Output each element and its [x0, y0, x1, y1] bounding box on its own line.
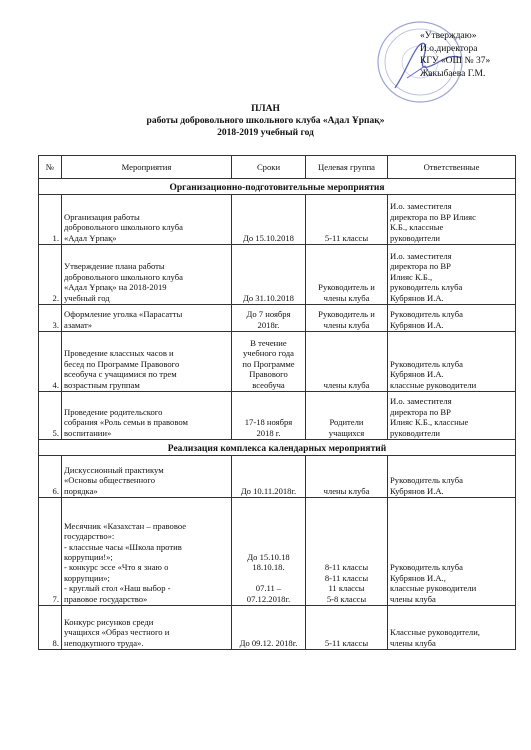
table-header-row: [39, 156, 516, 179]
row-responsible-cell: [388, 498, 516, 606]
header-number: №: [39, 156, 62, 179]
row-responsible-line: И.о. заместителя: [390, 250, 452, 261]
row-event-line: государство»:: [64, 531, 115, 542]
row-dates-line: До 15.10.2018: [243, 232, 294, 243]
section-title: Реализация комплекса календарных мероприятий: [39, 440, 516, 456]
table-row: [39, 606, 516, 650]
row-event-line: правовое государство»: [64, 593, 148, 604]
row-group-line: 5-8 классы: [326, 593, 367, 604]
row-event-cell: [62, 392, 232, 440]
row-group-line: члены клуба: [323, 379, 370, 390]
row-group-line: Родители: [329, 417, 364, 428]
row-event-line: Дискуссионный практикум: [64, 464, 164, 475]
row-event-line: Оформление уголка «Парасатты: [64, 309, 183, 320]
row-responsible-line: директора по ВР: [390, 261, 451, 272]
row-dates-line: В течение: [250, 337, 287, 348]
title-line-1: ПЛАН: [251, 104, 280, 114]
row-dates-line: [234, 573, 303, 583]
row-event-cell: [62, 606, 232, 650]
rows-part-2: [39, 456, 516, 650]
row-event-cell: [62, 456, 232, 498]
row-number: 6.: [39, 456, 62, 498]
row-responsible-cell: [388, 332, 516, 392]
row-dates-cell: [232, 606, 306, 650]
row-responsible-line: Руководитель клуба: [390, 475, 463, 486]
row-dates-line: 2018 г.: [256, 427, 281, 438]
row-group-cell: [306, 606, 388, 650]
row-event-line: воспитании»: [64, 427, 112, 438]
row-responsible-line: Кубрянов И.А.,: [390, 572, 446, 583]
row-event-line: учебный год: [64, 292, 110, 303]
row-group-line: Руководитель и: [318, 282, 375, 293]
row-number: 5.: [39, 392, 62, 440]
table-row: [39, 195, 516, 245]
row-dates-cell: [232, 305, 306, 332]
row-event-cell: [62, 305, 232, 332]
row-event-cell: [62, 332, 232, 392]
row-group-line: учащихся: [328, 427, 365, 438]
row-event-line: «Основы общественного: [64, 475, 156, 486]
row-event-line: Проведение родительского: [64, 406, 163, 417]
row-group-cell: [306, 392, 388, 440]
row-group-line: 5-11 классы: [324, 232, 369, 243]
row-dates-cell: [232, 245, 306, 305]
header-events: Мероприятия: [62, 156, 232, 179]
approval-block: [420, 30, 520, 80]
row-event-cell: [62, 195, 232, 245]
row-dates-line: 17-18 ноября: [244, 417, 293, 428]
row-responsible-cell: [388, 392, 516, 440]
row-responsible-cell: [388, 195, 516, 245]
row-group-cell: [306, 332, 388, 392]
row-dates-cell: [232, 456, 306, 498]
row-dates-cell: [232, 195, 306, 245]
row-responsible-line: Руководитель клуба: [390, 309, 463, 320]
approval-line: КГУ «ОШ № 37»: [420, 56, 491, 66]
plan-table: [38, 155, 516, 650]
row-event-line: Организация работы: [64, 211, 140, 222]
row-dates-cell: [232, 498, 306, 606]
header-target-group: Целевая группа: [306, 156, 388, 179]
row-dates-line: До 15.10.18: [247, 551, 290, 562]
row-event-line: порядка»: [64, 485, 98, 496]
row-event-line: коррупции!»;: [64, 551, 113, 562]
row-group-cell: [306, 456, 388, 498]
row-event-line: Месячник «Казахстан – правовое: [64, 520, 187, 531]
row-number: 1.: [39, 195, 62, 245]
row-group-cell: [306, 498, 388, 606]
row-event-line: собрания «Роль семьи в правовом: [64, 417, 188, 428]
row-group-line: 5-11 классы: [324, 637, 369, 648]
row-group-line: члены клуба: [323, 485, 370, 496]
row-responsible-line: директора по ВР: [390, 406, 451, 417]
row-responsible-cell: [388, 305, 516, 332]
header-dates: Сроки: [232, 156, 306, 179]
row-dates-line: всеобуча: [252, 379, 285, 390]
header-responsible: Ответственные: [388, 156, 516, 179]
row-number: 8.: [39, 606, 62, 650]
row-group-cell: [306, 195, 388, 245]
row-event-line: - классные часы «Школа против: [64, 541, 182, 552]
row-responsible-line: Кубрянов И.А.: [390, 292, 444, 303]
table-row: [39, 245, 516, 305]
row-responsible-line: Кубрянов И.А.: [390, 369, 444, 380]
row-dates-line: 2018г.: [257, 319, 280, 330]
row-dates-line: 18.10.18.: [252, 562, 285, 573]
row-number: 4.: [39, 332, 62, 392]
row-responsible-line: Руководитель клуба: [390, 562, 463, 573]
row-event-line: Конкурс рисунков среди: [64, 616, 154, 627]
row-responsible-line: Илияс К.Б., классные: [390, 417, 469, 428]
row-event-line: Утверждение плана работы: [64, 261, 165, 272]
row-event-line: - круглый стол «Наш выбор -: [64, 583, 171, 594]
row-dates-line: До 10.11.2018г.: [240, 485, 297, 496]
section-row: [39, 440, 516, 456]
row-dates-line: До 09.12. 2018г.: [239, 637, 298, 648]
title-line-3: 2018-2019 учебный год: [217, 128, 314, 138]
row-dates-line: До 31.10.2018: [243, 292, 294, 303]
row-event-line: добровольного школьного клуба: [64, 222, 183, 233]
approval-line: И.о.директора: [420, 43, 478, 54]
row-responsible-line: К.Б., классные: [390, 222, 444, 233]
row-responsible-cell: [388, 606, 516, 650]
row-event-cell: [62, 245, 232, 305]
row-dates-line: учебного года: [242, 348, 294, 359]
table-row: [39, 332, 516, 392]
row-event-line: бесед по Программе Правового: [64, 358, 180, 369]
row-responsible-line: Классные руководители,: [390, 627, 480, 638]
row-group-line: члены клуба: [323, 319, 370, 330]
row-group-line: Руководитель и: [318, 309, 375, 320]
row-group-cell: [306, 305, 388, 332]
section-row: [39, 179, 516, 195]
row-responsible-cell: [388, 456, 516, 498]
row-responsible-line: руководители: [390, 427, 440, 438]
row-dates-line: 07.11 –: [255, 583, 282, 594]
row-responsible-line: Руководитель клуба: [390, 358, 463, 369]
table-row: [39, 392, 516, 440]
row-group-line: 11 классы: [328, 583, 365, 594]
row-event-line: неподкупного труда».: [64, 637, 144, 648]
row-number: 3.: [39, 305, 62, 332]
row-dates-cell: [232, 392, 306, 440]
row-event-line: «Адал Ұрпақ»: [64, 232, 117, 243]
row-responsible-line: классные руководители: [390, 379, 477, 390]
approval-line: «Утверждаю»: [420, 31, 477, 41]
row-responsible-line: классные руководители: [390, 583, 477, 594]
row-event-line: «Адал Ұрпақ» на 2018-2019: [64, 282, 167, 293]
row-responsible-line: Кубрянов И.А.: [390, 485, 444, 496]
row-responsible-line: И.о. заместителя: [390, 396, 452, 407]
row-dates-line: Правового: [249, 369, 288, 380]
row-responsible-line: Кубрянов И.А.: [390, 319, 444, 330]
row-event-line: добровольного школьного клуба: [64, 271, 183, 282]
row-event-cell: [62, 498, 232, 606]
document-title: [0, 103, 531, 139]
row-dates-line: До 7 ноября: [246, 309, 291, 320]
table-row: [39, 498, 516, 606]
approval-line: Жакыбаева Г.М.: [420, 68, 486, 79]
row-event-line: - конкурс эссе «Что я знаю о: [64, 562, 169, 573]
row-group-line: члены клуба: [323, 292, 370, 303]
row-event-line: всеобуча с учащимися по трем: [64, 369, 177, 380]
row-dates-cell: [232, 332, 306, 392]
row-responsible-line: члены клуба: [390, 593, 436, 604]
row-event-line: азамат»: [64, 319, 93, 330]
row-number: 7.: [39, 498, 62, 606]
row-event-line: коррупции»;: [64, 572, 110, 583]
table-row: [39, 456, 516, 498]
row-responsible-line: директора по ВР Илияс: [390, 211, 476, 222]
row-responsible-line: Илияс К.Б.,: [390, 271, 433, 282]
row-responsible-line: руководитель клуба: [390, 282, 463, 293]
row-dates-line: 07.12.2018г.: [246, 593, 291, 604]
row-responsible-line: члены клуба: [390, 637, 436, 648]
row-dates-line: по Программе: [242, 358, 295, 369]
row-responsible-line: И.о. заместителя: [390, 201, 452, 212]
row-event-line: возрастным группам: [64, 379, 140, 390]
title-line-2: работы добровольного школьного клуба «Адал Ұрпақ»: [146, 116, 385, 126]
table-row: [39, 305, 516, 332]
row-group-line: 8-11 классы: [324, 572, 369, 583]
row-event-line: Проведение классных часов и: [64, 348, 174, 359]
row-event-line: учащихся «Образ честного и: [64, 627, 170, 638]
row-group-line: 8-11 классы: [324, 562, 369, 573]
rows-part-1: [39, 195, 516, 440]
row-responsible-cell: [388, 245, 516, 305]
row-group-cell: [306, 245, 388, 305]
section-title: Организационно-подготовительные мероприятия: [39, 179, 516, 195]
row-responsible-line: руководители: [390, 232, 440, 243]
row-number: 2.: [39, 245, 62, 305]
